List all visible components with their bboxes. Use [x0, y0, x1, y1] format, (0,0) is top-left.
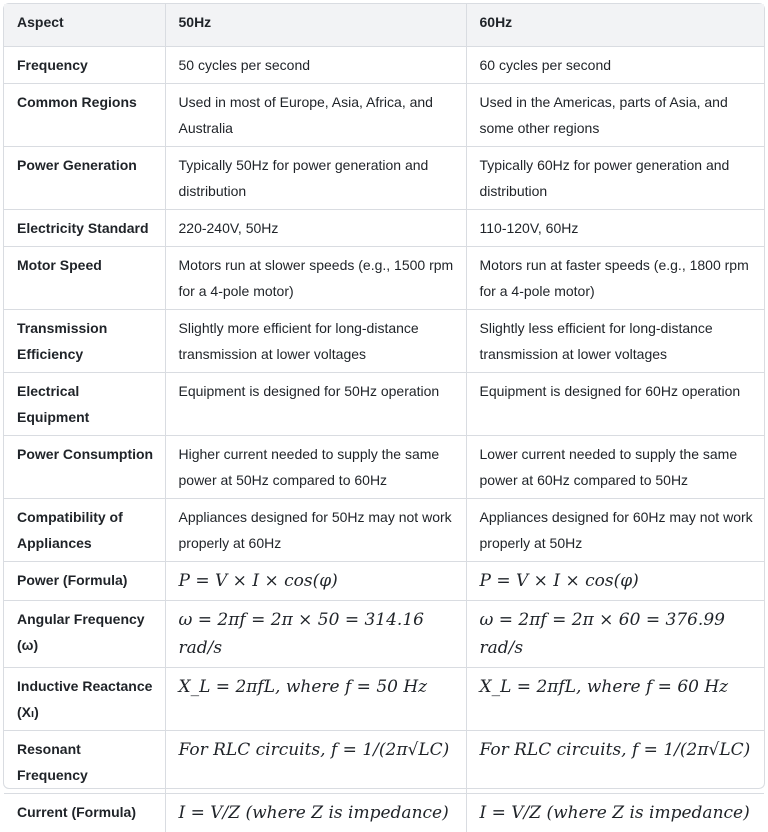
cell-60hz-formula [466, 794, 764, 832]
header-60hz: 60Hz [466, 4, 764, 47]
formula-text: For RLC circuits, f = 1/(2π√LC) [480, 740, 751, 760]
table-row [4, 373, 764, 436]
cell-50hz: Slightly more efficient for long-distance transmission at lower voltages [165, 310, 466, 373]
cell-60hz-formula [466, 731, 764, 794]
row-label: Compatibility of Appliances [4, 499, 165, 562]
table-row [4, 247, 764, 310]
cell-60hz: 60 cycles per second [466, 47, 764, 84]
table-row [4, 147, 764, 210]
cell-60hz: Slightly less efficient for long-distance transmission at lower voltages [466, 310, 764, 373]
row-label: Electrical Equipment [4, 373, 165, 436]
row-label: Power Consumption [4, 436, 165, 499]
comparison-table-container [3, 3, 765, 789]
row-label: Current (Formula) [4, 794, 165, 832]
table-header-row [4, 4, 764, 47]
formula-text: P = V × I × cos(φ) [480, 571, 639, 591]
cell-50hz-formula [165, 668, 466, 731]
table-row [4, 794, 764, 832]
cell-50hz: Appliances designed for 50Hz may not work properly at 60Hz [165, 499, 466, 562]
table-row [4, 210, 764, 247]
table-row [4, 310, 764, 373]
table-row [4, 668, 764, 731]
cell-50hz: Used in most of Europe, Asia, Africa, and Australia [165, 84, 466, 147]
row-label: Frequency [4, 47, 165, 84]
formula-text: For RLC circuits, f = 1/(2π√LC) [179, 740, 450, 760]
table-row [4, 601, 764, 668]
table-row [4, 84, 764, 147]
row-label: Transmission Efficiency [4, 310, 165, 373]
cell-60hz-formula [466, 601, 764, 668]
cell-60hz-formula [466, 668, 764, 731]
row-label: Electricity Standard [4, 210, 165, 247]
cell-50hz-formula [165, 794, 466, 832]
header-50hz: 50Hz [165, 4, 466, 47]
cell-50hz: 50 cycles per second [165, 47, 466, 84]
cell-60hz: Appliances designed for 60Hz may not work properly at 50Hz [466, 499, 764, 562]
row-label: Power Generation [4, 147, 165, 210]
cell-50hz-formula [165, 731, 466, 794]
table-row [4, 47, 764, 84]
cell-60hz: 110-120V, 60Hz [466, 210, 764, 247]
cell-50hz: Typically 50Hz for power generation and distribution [165, 147, 466, 210]
cell-50hz-formula [165, 562, 466, 601]
cell-60hz: Used in the Americas, parts of Asia, and some other regions [466, 84, 764, 147]
row-label: Power (Formula) [4, 562, 165, 601]
row-label: Motor Speed [4, 247, 165, 310]
formula-text: I = V/Z (where Z is impedance) [179, 803, 449, 823]
row-label: Angular Frequency (ω) [4, 601, 165, 668]
cell-60hz: Lower current needed to supply the same power at 60Hz compared to 50Hz [466, 436, 764, 499]
formula-text: X_L = 2πfL, where f = 60 Hz [480, 677, 729, 697]
row-label: Common Regions [4, 84, 165, 147]
cell-50hz-formula [165, 601, 466, 668]
formula-text: I = V/Z (where Z is impedance) [480, 803, 750, 823]
cell-50hz: Higher current needed to supply the same power at 50Hz compared to 60Hz [165, 436, 466, 499]
formula-text: P = V × I × cos(φ) [179, 571, 338, 591]
cell-50hz: Equipment is designed for 50Hz operation [165, 373, 466, 436]
cell-60hz: Typically 60Hz for power generation and distribution [466, 147, 764, 210]
row-label: Inductive Reactance (Xₗ) [4, 668, 165, 731]
table-row [4, 731, 764, 794]
cell-60hz: Equipment is designed for 60Hz operation [466, 373, 764, 436]
cell-50hz: 220-240V, 50Hz [165, 210, 466, 247]
table-row [4, 499, 764, 562]
formula-text: X_L = 2πfL, where f = 50 Hz [179, 677, 428, 697]
comparison-table [4, 4, 764, 832]
cell-50hz: Motors run at slower speeds (e.g., 1500 rpm for a 4-pole motor) [165, 247, 466, 310]
row-label: Resonant Frequency [4, 731, 165, 794]
table-row [4, 562, 764, 601]
formula-text: ω = 2πf = 2π × 60 = 376.99 rad/s [480, 610, 725, 658]
cell-60hz-formula [466, 562, 764, 601]
table-row [4, 436, 764, 499]
header-aspect: Aspect [4, 4, 165, 47]
cell-60hz: Motors run at faster speeds (e.g., 1800 rpm for a 4-pole motor) [466, 247, 764, 310]
formula-text: ω = 2πf = 2π × 50 = 314.16 rad/s [179, 610, 424, 658]
